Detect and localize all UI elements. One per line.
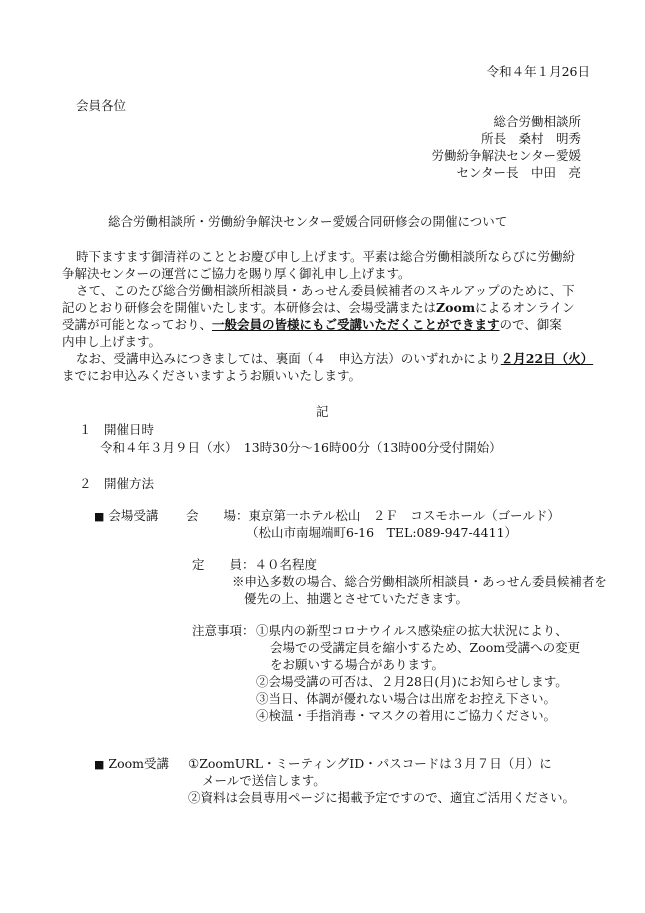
underlined-emphasis: 一般会員の皆様にもご受講いただくことができます: [212, 317, 500, 332]
addressee: 会員各位: [76, 98, 127, 113]
sender-center-head: センター長 中田 亮: [456, 165, 581, 180]
body-text-run: 記のとおり研修会を開催いたします。本研修会は、会場受講または: [62, 300, 437, 315]
capacity-row: [192, 557, 317, 573]
note-item: をお願いする場合があります。: [270, 657, 445, 672]
deadline-date: ２月22日（火）: [500, 351, 594, 366]
note-item: 会場での受講定員を縮小するため、Zoom受講への変更: [270, 640, 581, 655]
body-line: 内申し上げます。: [62, 334, 162, 349]
note-item: ②会場受講の可否は、２月28日(月)にお知らせします。: [256, 674, 568, 689]
sender-director: 所長 桑村 明秀: [480, 131, 581, 146]
zoom-label: [94, 756, 169, 773]
sender-office: 総合労働相談所: [493, 114, 581, 129]
body-line: [76, 351, 593, 367]
section-heading: １ 開催日時: [79, 422, 155, 437]
venue-place-row: [186, 508, 560, 524]
zoom-item: ②資料は会員専用ページに掲載予定ですので、適宜ご活用ください。: [188, 790, 576, 805]
capacity-note: ※申込多数の場合、総合労働相談所相談員・あっせん委員候補者を: [232, 574, 607, 589]
page-title: 総合労働相談所・労働紛争解決センター愛媛合同研修会の開催について: [108, 214, 508, 229]
body-line: 時下ますます御清祥のこととお慶び申し上げます。平素は総合労働相談所ならびに労働紛: [76, 249, 576, 264]
venue-address: （松山市南堀端町6-16 TEL:089-947-4411）: [246, 525, 518, 540]
zoom-word: Zoom: [436, 300, 476, 315]
zoom-item: メールで送信します。: [202, 773, 326, 788]
section-heading: ２ 開催方法: [79, 476, 155, 491]
notes-label: 注意事項：: [192, 623, 255, 638]
square-bullet-icon: ■: [94, 510, 105, 523]
sender-center: 労働紛争解決センター愛媛: [431, 148, 581, 163]
body-line: [62, 317, 562, 333]
capacity-value: ４０名程度: [254, 557, 318, 572]
square-bullet-icon: ■: [94, 758, 105, 771]
body-line: までにお申込みくださいますようお願いいたします。: [62, 368, 362, 383]
body-line: [62, 300, 575, 316]
body-text-run: によるオンライン: [475, 300, 575, 315]
note-item: ③当日、体調が優れない場合は出席をお控え下さい。: [256, 691, 557, 706]
capacity-note: 優先の上、抽選とさせていただきます。: [244, 591, 469, 606]
body-text-run: 受講が可能となっており、: [62, 317, 213, 332]
zoom-item: ①ZoomURL・ミーティングID・パスコードは３月７日（月）に: [188, 756, 552, 771]
venue-label: [94, 508, 158, 525]
event-datetime: 令和４年３月９日（水） 13時30分～16時00分（13時00分受付開始）: [100, 440, 502, 455]
zoom-label-text: Zoom受講: [108, 756, 169, 771]
body-line: さて、このたび総合労働相談所相談員・あっせん委員候補者のスキルアップのために、下: [76, 283, 575, 298]
ki-marker: 記: [316, 404, 329, 419]
body-text-run: なお、受講申込みにつきましては、裏面（４ 申込方法）のいずれかにより: [76, 351, 501, 366]
note-item: ①県内の新型コロナウイルス感染症の拡大状況により、: [256, 623, 568, 638]
venue-place-label: 会 場：: [186, 508, 249, 523]
capacity-label: 定 員：: [192, 557, 255, 572]
body-line: 争解決センターの運営にご協力を賜り厚く御礼申し上げます。: [62, 266, 411, 281]
document-date: 令和４年１月26日: [486, 64, 590, 79]
venue-label-text: 会場受講: [108, 508, 159, 523]
venue-place: 東京第一ホテル松山 ２Ｆ コスモホール（ゴールド）: [248, 508, 560, 523]
note-item: ④検温・手指消毒・マスクの着用にご協力ください。: [256, 708, 557, 723]
body-text-run: ので、御案: [499, 317, 562, 332]
